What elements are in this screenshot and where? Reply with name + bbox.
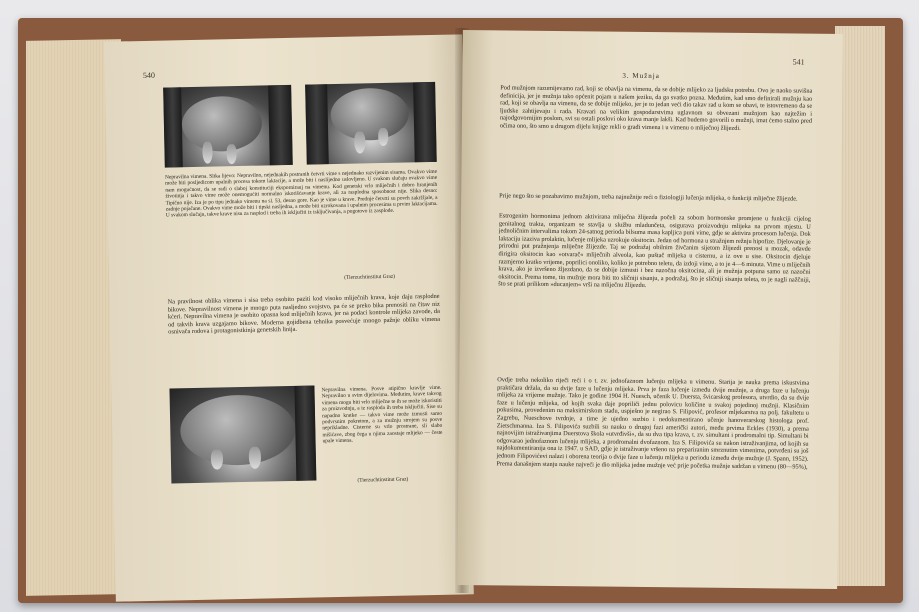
page-number-right: 541: [792, 57, 805, 67]
body-paragraph-left: Na pravilnost oblika vimena i sisa treba osobito paziti kod visoko mliječnih krava, koje daju rasplodne bikove. Nepravilnost vimena je mnogo puta nasljedno svojstvo, pa će se preko bika prenositi na čitav niz kćeri. Nepravilna vimena je osobito opasna kod mliječnih krava, jer na podaci kontrole mlijeka zavode, da od takvih krava uzgajamo bikove. Moderna gojidbena tehnika posvećuje mnogo pažnje obliku vimena osnivača rodova i protagonistkinja genetskih linija.: [167, 292, 441, 336]
credit-2: (Tierzuchtinstitut Graz): [357, 476, 409, 484]
paragraph-3: Estrogenim hormonima jednom aktivirana mliječna žlijezda počeli za sobom hormonske promjene u funkciji cijelog genitalnog trakta, organizam se stavlja u službu mladunčeta, osigurava proizvodnju mlijeka na prvom mjestu. U jednoličnim intervalima tokom 24-satnog perioda bilsuma masa kapljica puni vime, gdje se aktivira procesom lučenja. Dok laktaciju izaziva prolaktin, lučenje mlijeka uzrokuje oksitocin. Jedan od hormona u stražnjem režnju hipofize. Djelovanje je prirodni put pražnjenja mliječne žlijezde. Taj se podražaj obilnim živčanim sijetom žlijezdi prenosi u mozak, odavde dirigira oksitocin kao »otvarač« mliječnih alveola, kao puštač mlijeka u cisternu, a iz ove u sise. Oksitocin djeluje razmjerno kratko vrijeme, poprilici onoliko, koliko je potrebno teletu, da izdoji vime, a to je 4—6 minuta. Vime u mliječnih krava, ako je izvršeno žljezdano, da se dobije izmusti i bez nazočna oksitocina, ali je mužnja potpuna samo uz nazočni oksitocin. Prema tome, tin mužnje mora biti tto sličniji sisanju, a podražaj, što je sličniji sisanju teleta, to je nagli nažčniji, što se prati prilikom »ducanjem« vrši na mliječnu žlijezdu.: [498, 212, 811, 290]
photo-udder-bottom: [169, 385, 316, 483]
credit-1: (Tierzuchtinstitut Graz): [344, 273, 396, 281]
page-number-left: 540: [142, 70, 155, 81]
photo-udder-left: [163, 85, 293, 168]
paragraph-4: Ovdje treba nekoliko riječi reći i o t. zv. jednofaznom lučenju mlijeka u vimenu. Starija je nauka prema iskustvima praktičara držala, da su dvije faze u lučenju mlijeka. Prva je faza lučenje između dvije mužnje, a druga faze u lučenju mlijeka za vrijeme mužnje. Tako je godine 1904 H. Nuesch, učenik U. Duersta, švicarskog profesora, utvrdio, da su dvije faze u lučenju mlijeka, od kojih svaka daje popriliči jednu polovicu količine u svakoj pojedinoj mužnji. Klasičnim pokusima, provedenim na maksimirskom stadu, uspješno je negirao S. Filipović, profesor mljekarstva na polj. fakultetu u Zagrebu, Nueschove tvrdnje, a time je ujedno suzbio i nedokumentirano učenje hanoverarskog histologa prof. Zietschmanna. Iza S. Filipovića suzbili su nauku o drugoj fazi američki autori, među prvima Eckles (1930), a prema najnovijim istraživanjima Duerstova škola »utvrđivši«, da su dva tipa krava, t. zv. simultani i prodromalni tip. Simultani bi odgovarao jednofaznom lučenju mlijeka, a prodromalni dvofaznom. Iza S. Filipovića su nakon istraživanjima, od kojih su najdokumentiranija ona iz 1947. u SAD, gdje je istraživanje vršeno na prepariranim smrznutim vimenima, potvrđeni su još jednom Filipovićevi nalazi i oborena teorija o dvije faze u lučenju mlijeka u periodu između dvije mužnje (J. Spann, 1952). Prema današnjem stanju nauke najveći je dio mlijeka jedne mužnje već prije početka mužnje sadržan u vimenu (80—95%),: [496, 376, 810, 471]
section-heading: 3. Mužnja: [622, 71, 660, 81]
paragraph-1: Pod mužnjom razumijevamo rad, koji se obavlja na vimenu, da se dobije mlijeko za ljudsku potrebu. Ovo je naoko suvišna definicija, jer je mužnja tako općenit pojam u našem jeziku, da ga svatko pozna. Međutim, kad smo definirali mužnju kao rad, koji se obavlja na vimenu, da se dobije mlijeko, jer je to jedan veći dio takav rad u kom se obavi, te istovremeno da se ljudske zahtijevaju i rada. Kravari na velikim gospodarstvima uglavnom su obvezani mužnjom kao najtežim i najodgovornijim poslom, svi su ostali poslovi oko krava manje lakši. Kad budemo govorili o mužnji, imat ćemo stalno pred očima ono, što smo u drugom dijelu knjige rekli o građi vimena i u vimenu o mliječnoj žlijezdi.: [499, 84, 813, 132]
right-page: [457, 30, 843, 589]
paragraph-2: Prije nego što se pozabavimo mužnjom, treba najnužnije reći o fiziologiji lučenja mlijeka, o funkciji mliječne žlijezde.: [499, 192, 798, 203]
page-edges-right: [835, 26, 885, 586]
caption-1: Nepravilna vimena. Slika lijevo: Nepravilno, nejednakih postranih četvrti vime s nejednako razvijenim sisama. Ovakvo vime može biti posljedicom upalnih procesa tokom laktacije, a može biti i naslijedno uslovljeno. U svakom slučaju ovakvo vime nam mogućnost, da se radi o slaboj konstituciji ekspornirauj na vimenu. Kod genetski vrlo mliječnih i dobro hranjenih životinja i takvo vime može onemogućiti normalno iskorišćavanje krave, ali za rasplodna sposobnost nije. Slika desno: Tipično nije. Iza je po tipu jednako vimenu na sl. 53, desno gore. Kao je vime u krave. Prednje četvrti su povrh zakržljale, a zadnje pojačane. Ovakvo vime može biti i tipski nasljedna, a može biti uzrokovana i upalnim procesima u prvim laktacijama. U svakom slučaju, takve krave nisu za rasplod i treba ih isključiti iz isključivanja, a pogotovo iz zasplode.: [164, 168, 438, 219]
left-page: [104, 34, 474, 601]
caption-2: Nepravilna vimena. Posve atipično kravlje vime. Nepravilno u svim dijelovima. Međutim, krave takvog vimena mogu biti vrlo mliječne te ih se može iskoristiti za proizvodnju, a iz rasploda ih treba isključiti. Sise su napadno kratke — takvo vime može izmusti samo podvrsnim pokretom, a za mužnju strojem su posve neprikladne. Cisterne su vrlo prostrane, sli slabo mišićave, zbog čega u njima zaostaje mlijeko — česte upale vimena.: [321, 384, 443, 445]
photo-udder-right: [305, 82, 437, 165]
